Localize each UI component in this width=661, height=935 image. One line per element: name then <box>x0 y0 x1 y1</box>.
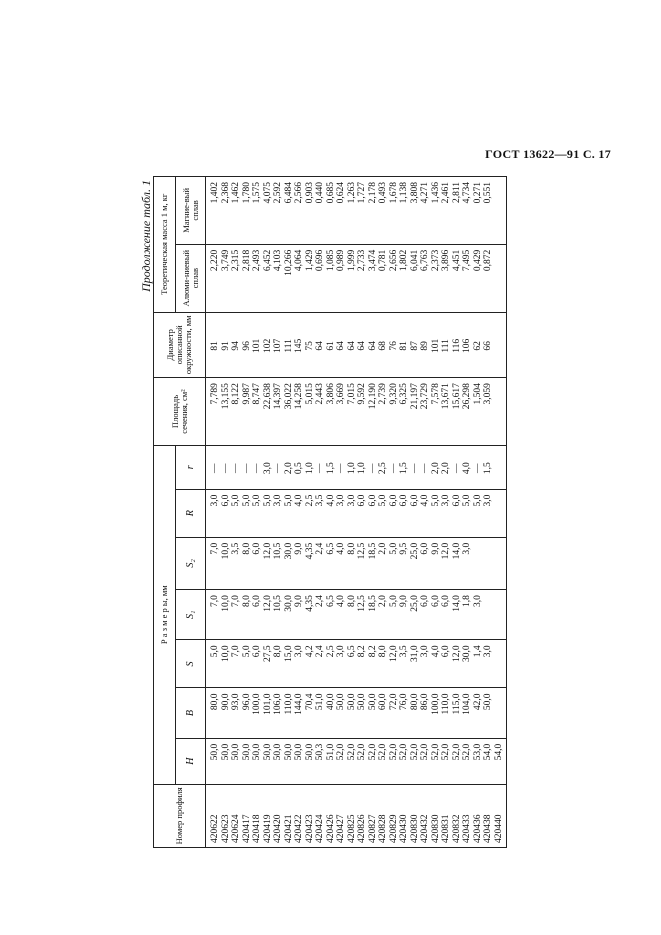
column-S2: 7,0 10,0 3,5 8,0 6,0 12,0 10,5 30,0 9,0 4,35 2,4 6,5 4,0 8,0 12,5 18,5 2,0 5,0 9,5 25,0 6,0 9,0 12,0 14,0 3,0 <box>206 537 507 589</box>
rotated-table-content <box>139 176 504 848</box>
rotated-table-frame <box>139 176 504 848</box>
header-area: Площадь сечения, см² <box>154 378 206 446</box>
header-R: R <box>176 489 206 537</box>
header-S2: S₂ <box>176 537 206 589</box>
header-S: S <box>176 640 206 688</box>
profile-table <box>153 176 507 848</box>
column-profile-number: 420622 420623 420624 420417 420418 420419 420420 420421 420422 420423 420424 420426 420427 420825 420826 420827 420828 420829 420430 420830 420432 420830 420831 420832 420433 420436 420438 420440 <box>206 784 507 847</box>
header-r: r <box>176 445 206 489</box>
column-R: 3,0 6,0 5,0 5,0 5,0 5,0 3,0 5,0 4,0 2,5 3,5 4,0 3,0 3,0 6,0 6,0 5,0 6,0 6,0 6,0 4,0 5,0 3,0 6,0 5,0 5,0 3,0 <box>206 489 507 537</box>
header-magnesium-alloy: Магние-вый сплав <box>176 177 206 245</box>
column-area: 7,789 13,155 8,122 9,987 8,747 22,638 14,397 36,022 14,258 5,015 2,443 3,806 3,669 7,015 9,592 12,190 2,739 9,320 6,325 21,197 23,729 7,578 13,671 15,617 26,298 1,504 3,059 <box>206 378 507 446</box>
continuation-note: Продолжение табл. 1 <box>139 180 153 292</box>
column-S1: 7,0 10,0 7,0 8,0 6,0 12,0 10,5 30,0 9,0 4,35 2,4 6,5 4,0 8,0 12,5 18,5 2,0 5,0 9,0 25,0 6,0 6,0 6,0 14,0 1,8 3,0 <box>206 590 507 640</box>
header-dimensions: Р а з м е р ы, мм <box>154 445 176 784</box>
column-S: 5,0 10,0 7,0 5,0 6,0 27,5 8,0 15,0 3,0 4,2 2,4 2,5 3,0 6,5 8,2 8,2 8,0 12,0 3,5 31,0 3,0 4,0 6,0 12,0 30,0 1,4 3,0 <box>206 640 507 688</box>
column-magnesium-mass: 1,402 2,368 1,462 1,780 1,575 4,075 2,592 6,484 2,566 0,903 0,440 0,685 0,624 1,263 1,727 2,178 0,493 1,678 1,138 3,808 4,271 1,436 2,461 2,811 4,734 0,271 0,551 <box>206 177 507 245</box>
column-B: 80,0 90,0 93,0 96,0 100,0 101,0 106,0 110,0 144,0 70,4 51,0 40,0 50,0 50,0 50,0 50,0 60,0 72,0 76,0 80,0 86,0 100,0 110,0 115,0 104,0 42,0 50,0 <box>206 688 507 738</box>
page-header: ГОСТ 13622—91 С. 17 <box>485 147 611 161</box>
column-r: — — — — — 3,0 — 2,0 0,5 1,0 — 1,5 — 1,0 1,0 — 2,5 — 1,5 — — 2,0 2,0 — 4,0 — 1,5 <box>206 445 507 489</box>
header-profile-number: Номер профиля <box>154 784 206 847</box>
header-aluminum-alloy: Алюми-ниевый сплав <box>176 244 206 312</box>
column-diameter: 81 91 94 96 101 102 107 111 145 75 64 61 64 64 64 64 68 76 81 87 89 101 111 116 106 62 66 <box>206 312 507 378</box>
header-H: H <box>176 738 206 784</box>
header-theoretical-mass: Теоретическая масса 1 м, кг <box>154 177 176 313</box>
header-diameter: Диаметр описанной окружности, мм <box>154 312 206 378</box>
header-B: B <box>176 688 206 738</box>
column-H: 50,0 50,0 50,0 50,0 50,0 50,0 50,0 50,0 50,0 50,0 50,3 51,0 52,0 52,0 52,0 52,0 52,0 52,0 52,0 52,0 52,0 52,0 52,0 52,0 52,0 53,0 54,0 54,0 <box>206 738 507 784</box>
column-aluminum-mass: 2,220 3,749 2,315 2,818 2,493 6,452 4,103 10,266 4,064 1,429 0,696 1,085 0,989 1,999 2,733 3,474 0,781 2,656 1,802 6,041 6,763 2,373 3,896 4,451 7,495 0,429 0,872 <box>206 244 507 312</box>
header-S1: S₁ <box>176 590 206 640</box>
